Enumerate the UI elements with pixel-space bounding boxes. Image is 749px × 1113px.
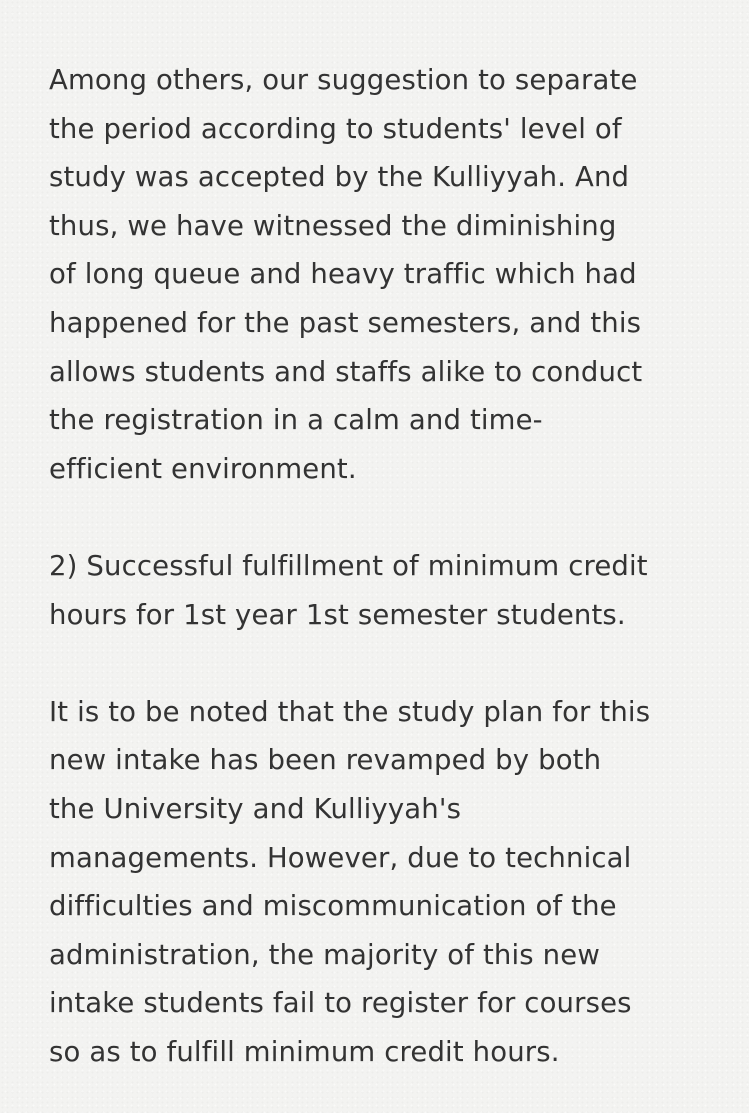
text-line: new intake has been revamped by both xyxy=(49,744,602,777)
paragraph-heading-credit-hours xyxy=(49,542,709,639)
text-line: the period according to students' level of xyxy=(49,112,622,145)
paragraph-study-plan xyxy=(49,688,709,1077)
paragraph-registration-period xyxy=(49,56,709,493)
text-line: Among others, our suggestion to separate xyxy=(49,64,638,96)
text-line: hours for 1st year 1st semester students. xyxy=(49,598,626,631)
text-line: difficulties and miscommunication of the xyxy=(49,890,617,923)
text-line: efficient environment. xyxy=(49,452,357,485)
text-line: study was accepted by the Kulliyyah. And xyxy=(49,161,630,194)
text-line: 2) Successful fulfillment of minimum credit xyxy=(49,549,648,582)
text-line: intake students fail to register for courses xyxy=(49,987,632,1020)
text-line: allows students and staffs alike to conduct xyxy=(49,355,643,388)
text-line: the registration in a calm and time- xyxy=(49,404,543,437)
text-line: of long queue and heavy traffic which had xyxy=(49,258,637,291)
text-line: happened for the past semesters, and this xyxy=(49,306,642,339)
text-line: thus, we have witnessed the diminishing xyxy=(49,209,617,242)
text-line: so as to fulfill minimum credit hours. xyxy=(49,1035,560,1068)
text-line: It is to be noted that the study plan for this xyxy=(49,695,651,728)
text-line: managements. However, due to technical xyxy=(49,841,632,874)
text-line: administration, the majority of this new xyxy=(49,938,600,971)
text-line: the University and Kulliyyah's xyxy=(49,792,462,825)
